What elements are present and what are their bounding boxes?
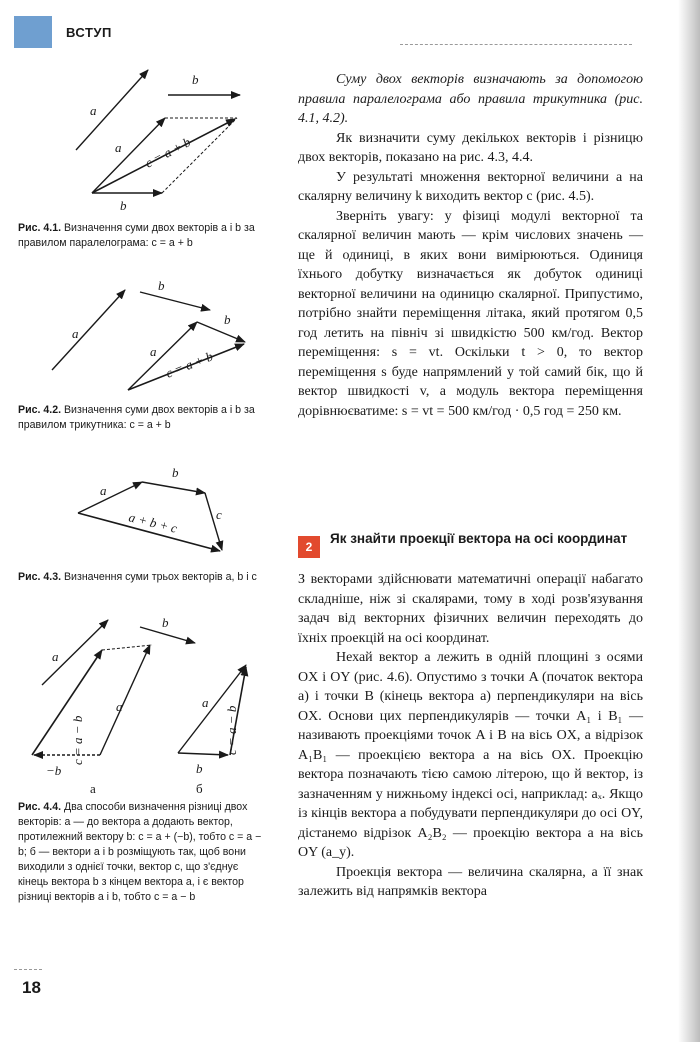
figure-4-3 bbox=[0, 465, 280, 565]
paragraph-1: Суму двох векторів визначають за допомогою правила паралелограма або правила трикутника (рис. 4.1, 4.2). bbox=[298, 72, 643, 126]
label-part-b: б bbox=[196, 781, 203, 796]
vector-b-standalone bbox=[140, 292, 210, 310]
paragraph-7: Проекція вектора — величина скалярна, а її знак залежить від напрямків вектора bbox=[298, 864, 643, 899]
paragraph-2: Як визначити суму декількох векторів і різницю двох векторів, показано на рис. 4.3, 4.4. bbox=[298, 130, 643, 165]
label-b: b bbox=[172, 465, 179, 480]
label-minus-b: −b bbox=[46, 763, 62, 778]
label-b-right: b bbox=[196, 761, 203, 776]
text-column-top bbox=[298, 70, 643, 421]
caption-4-2: Рис. 4.2. Визначення суми двох векторів a і b за правилом трикутника: c = a + b bbox=[18, 404, 255, 431]
page-edge-shadow bbox=[678, 0, 700, 1042]
paragraph-4: Зверніть увагу: у фізиці модулі векторної та скалярної величин мають — крім числових значень — ще й одиниці, в яких вони вимірюються. Одиниця їхнього добутку визначається як добуток одиниці векторної величини на одиницю скалярної. Припустимо, потрібно знайти переміщення літака, який протягом 0,5 год летить на північ зі швидкістю 500 км/год. Вектор переміщення: s = vt. Оскільки t > 0, то вектор переміщення s буде напрямлений у той самий бік, що й вектор швидкості v, а модуль вектора переміщення дорівнюєватиме: s = vt = 500 км/год · 0,5 год = 250 км. bbox=[298, 208, 643, 419]
label-b-top: b bbox=[192, 72, 199, 87]
section-heading: Як знайти проекції вектора на осі координат bbox=[330, 531, 628, 546]
label-c: c bbox=[216, 507, 222, 522]
vector-a-part-a bbox=[100, 645, 150, 755]
label-a-mid: a bbox=[116, 699, 123, 714]
label-a: a bbox=[72, 326, 79, 341]
caption-4-1: Рис. 4.1. Визначення суми двох векторів a і b за правилом паралелограма: c = a + b bbox=[18, 222, 255, 249]
paragraph-6: Нехай вектор a лежить в одній площині з осями OX і OY (рис. 4.6). Опустимо з точки A (початок вектора a) і точки B (кінець вектора a) перпендикуляри на вісь OX. Основи цих перпендикулярів — точки A₁ і B₁ — називають проекціями точок A і B на вісь OX, а відрізок A₁B₁ — проекцією вектора a на вісь OX. Проекцію вектора позначають тією самою літерою, що й вектор, із зазначенням у нижньому індексі осі, наприклад: aₓ. Якщо із кінців вектора a побудувати перпендикуляри до осі OY, дістанемо відрізок A₂B₂ — проекцію вектора a на вісь OY (a_y). bbox=[298, 650, 643, 860]
label-c-sum: c = a + b bbox=[163, 348, 215, 381]
label-c-left: c = a − b bbox=[70, 715, 85, 765]
caption-4-4: Рис. 4.4. Два способи визначення різниці двох векторів: а — до вектора a додають вектор, протилежний вектору b: c = a + (−b), тобто c = a − b; б — вектори a і b розміщують так, щоб вони виходили з однієї точки, вектор c, що з'єднує кінець вектора b з кінцем вектора a, і є вектор різниці векторів a і b, тобто c = a − b bbox=[18, 801, 262, 903]
vector-b-tri bbox=[197, 322, 245, 342]
footer-rule bbox=[14, 969, 42, 970]
header-rule bbox=[400, 44, 632, 45]
label-c-sum: c = a + b bbox=[142, 134, 193, 171]
dashed-a-top bbox=[102, 645, 152, 650]
paragraph-5: З векторами здійснювати математичні операції набагато складніше, ніж зі скалярами, тому в ході розв'язування задач від векторних фізичних величин переходять до їхніх проекцій на осі координат. bbox=[298, 572, 643, 646]
paragraph-3: У результаті множення векторної величини a на скалярну величину k виходить вектор c (рис. 4.5). bbox=[298, 169, 643, 204]
vector-a-standalone bbox=[76, 70, 148, 150]
label-a: a bbox=[90, 103, 97, 118]
figure-4-4 bbox=[0, 615, 280, 800]
label-a: a bbox=[100, 483, 107, 498]
label-c-right: c = a − b bbox=[224, 705, 239, 755]
figure-4-1 bbox=[0, 60, 280, 220]
label-part-a: а bbox=[90, 781, 96, 796]
text-column-bottom bbox=[298, 570, 643, 902]
label-b-right: b bbox=[224, 312, 231, 327]
vector-b-part-b bbox=[178, 753, 228, 755]
section-title: ВСТУП bbox=[66, 25, 112, 40]
label-b-bottom: b bbox=[120, 198, 127, 213]
figure-4-2 bbox=[0, 280, 280, 405]
label-a-tri: a bbox=[150, 344, 157, 359]
label-a: a bbox=[52, 649, 59, 664]
vector-c-diff-a bbox=[32, 650, 102, 755]
section-number-badge: 2 bbox=[298, 536, 320, 558]
page-number: 18 bbox=[22, 978, 41, 997]
label-a-side: a bbox=[115, 140, 122, 155]
vector-a-standalone bbox=[52, 290, 125, 370]
vector-b bbox=[142, 482, 205, 493]
label-b: b bbox=[162, 615, 169, 630]
vector-a bbox=[78, 482, 142, 513]
label-b-top: b bbox=[158, 278, 165, 293]
label-sum: a + b + c bbox=[127, 509, 179, 536]
caption-4-3: Рис. 4.3. Визначення суми трьох векторів a, b і c bbox=[18, 571, 257, 583]
label-a-right: a bbox=[202, 695, 209, 710]
vector-a-tri bbox=[128, 322, 197, 390]
section-marker-square bbox=[14, 16, 52, 48]
